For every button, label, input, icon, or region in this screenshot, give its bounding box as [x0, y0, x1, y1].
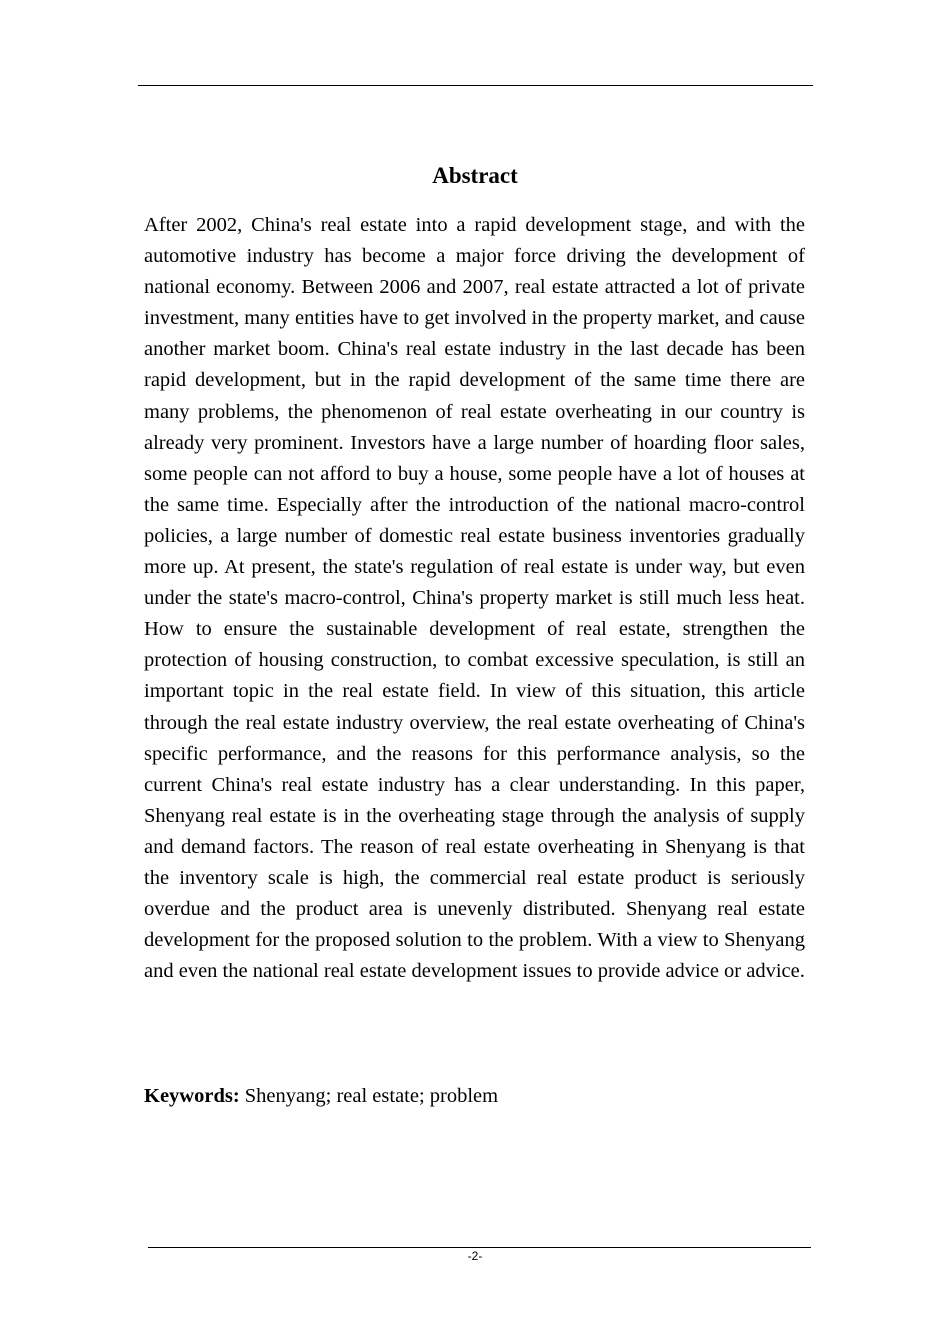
page-title: Abstract: [432, 163, 518, 189]
abstract-body: After 2002, China's real estate into a rapid development stage, and with the automotive industry has become a major force driving the development of national economy. Between 2006 and 2007, real estate attracted a lot of private investment, many entities have to get involved in the property market, and cause another market boom. China's real estate industry in the last decade has been rapid development, but in the rapid development of the same time there are many problems, the phenomenon of real estate overheating in our country is already very prominent. Investors have a large number of hoarding floor sales, some people can not afford to buy a house, some people have a lot of houses at the same time. Especially after the introduction of the national macro-control policies, a large number of domestic real estate business inventories gradually more up. At present, the state's regulation of real estate is under way, but even under the state's macro-control, China's property market is still much less heat. How to ensure the sustainable development of real estate, strengthen the protection of housing construction, to combat excessive speculation, is still an important topic in the real estate field. In view of this situation, this article through the real estate industry overview, the real estate overheating of China's specific performance, and the reasons for this performance analysis, so the current China's real estate industry has a clear understanding. In this paper, Shenyang real estate is in the overheating stage through the analysis of supply and demand factors. The reason of real estate overheating in Shenyang is that the inventory scale is high, the commercial real estate product is seriously overdue and the product area is unevenly distributed. Shenyang real estate development for the proposed solution to the problem. With a view to Shenyang and even the national real estate development issues to provide advice or advice.: [144, 214, 805, 983]
keywords-line: [144, 1081, 805, 1112]
page-number: -2-: [467, 1249, 483, 1263]
footer-rule: [148, 1247, 811, 1248]
keywords-label: Keywords:: [144, 1085, 240, 1107]
header-rule: [138, 85, 813, 86]
keywords-value: Shenyang; real estate; problem: [244, 1085, 499, 1107]
